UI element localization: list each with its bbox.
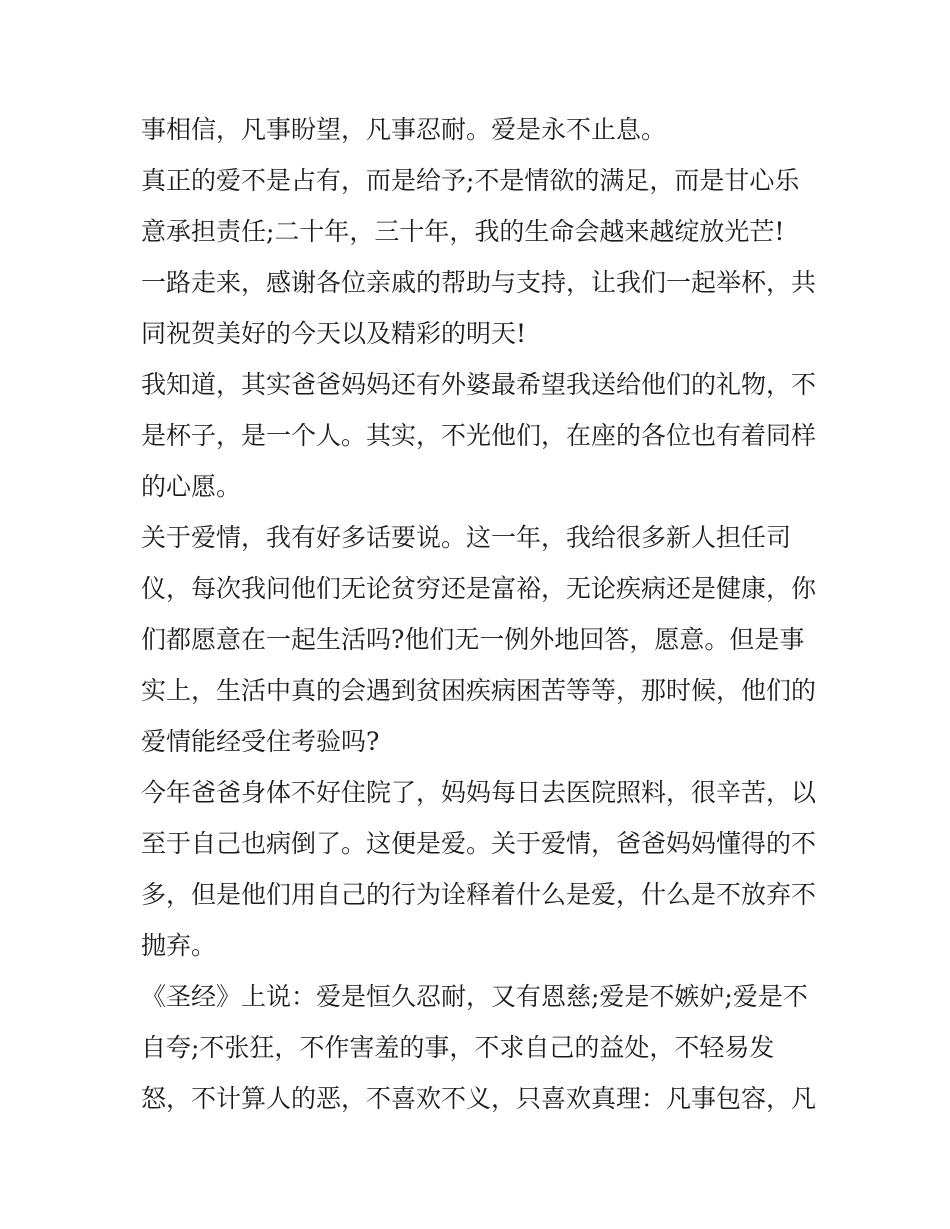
text-line: 抛弃。 (141, 931, 217, 960)
body-text (141, 104, 821, 1124)
text-line: 《圣经》上说：爱是恒久忍耐，又有恩慈;爱是不嫉妒;爱是不 (141, 982, 808, 1011)
text-line: 自夸;不张狂，不作害羞的事，不求自己的益处，不轻易发 (141, 1033, 775, 1062)
text-line: 是杯子，是一个人。其实，不光他们，在座的各位也有着同样 (141, 421, 817, 450)
text-line: 事相信，凡事盼望，凡事忍耐。爱是永不止息。 (141, 115, 667, 144)
text-line: 一路走来，感谢各位亲戚的帮助与支持，让我们一起举杯，共 (141, 268, 817, 297)
text-line: 关于爱情，我有好多话要说。这一年，我给很多新人担任司 (141, 523, 792, 552)
text-line: 的心愿。 (141, 472, 242, 501)
text-line: 仪，每次我问他们无论贫穷还是富裕，无论疾病还是健康，你 (141, 574, 817, 603)
text-line: 实上，生活中真的会遇到贫困疾病困苦等等，那时候，他们的 (141, 676, 817, 705)
text-line: 今年爸爸身体不好住院了，妈妈每日去医院照料，很辛苦，以 (141, 778, 817, 807)
text-line: 我知道，其实爸爸妈妈还有外婆最希望我送给他们的礼物，不 (141, 370, 817, 399)
text-line: 同祝贺美好的今天以及精彩的明天! (141, 319, 527, 348)
text-line: 们都愿意在一起生活吗?他们无一例外地回答，愿意。但是事 (141, 625, 805, 654)
text-line: 多，但是他们用自己的行为诠释着什么是爱，什么是不放弃不 (141, 880, 817, 909)
text-line: 爱情能经受住考验吗? (141, 727, 380, 756)
text-line: 至于自己也病倒了。这便是爱。关于爱情，爸爸妈妈懂得的不 (141, 829, 817, 858)
text-line: 怒，不计算人的恶，不喜欢不义，只喜欢真理：凡事包容，凡 (141, 1084, 817, 1113)
text-line: 意承担责任;二十年，三十年，我的生命会越来越绽放光芒! (141, 217, 785, 246)
text-line: 真正的爱不是占有，而是给予;不是情欲的满足，而是甘心乐 (141, 166, 800, 195)
